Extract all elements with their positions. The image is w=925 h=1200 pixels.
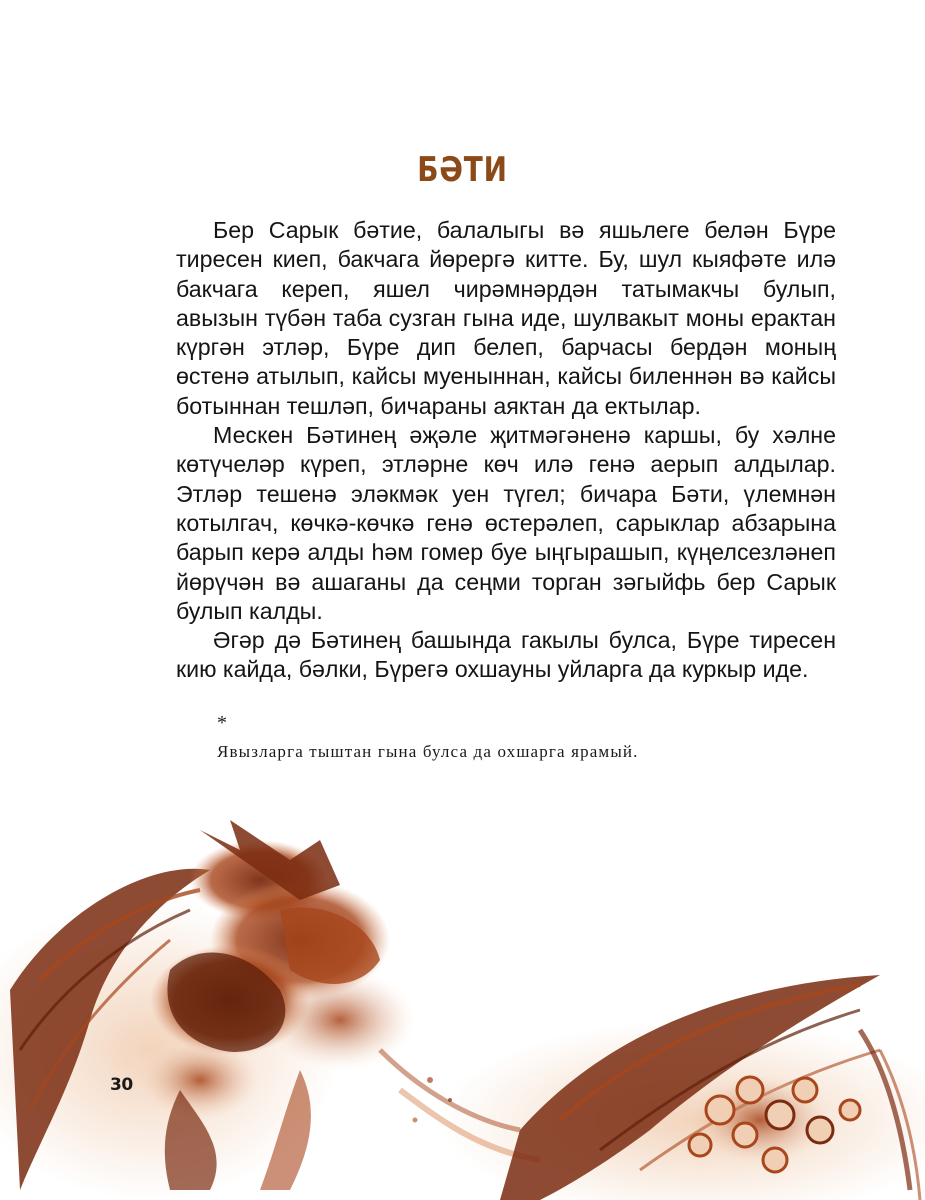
asterisk-divider: * — [217, 712, 227, 734]
moral-line: Явызларга тыштан гына булса да охшарга ярамый. — [217, 742, 639, 761]
page-number: 30 — [110, 1075, 133, 1095]
story-paragraph-2: Мескен Бәтинең әҗәле җитмәгәненә каршы, бу хәлне көтүчеләр күреп, этләрне көч илә генә аерып алдылар. Этләр тешенә эләкмәк уен түгел; бичара Бәти, үлемнән котылгач, көчкә-көчкә генә өстерәлеп, сарыклар абзарына барып керә алды һәм гомер буе ыңгырашып, күңелсезләнеп йөрүчән вә ашаганы да сеңми торган зәгыйфь бер Сарык булып калды. — [176, 422, 836, 624]
watercolor-illustration — [0, 790, 925, 1200]
story-body — [176, 216, 836, 685]
story-paragraph-3: Әгәр дә Бәтинең башында гакылы булса, Бүре тиресен кию кайда, бәлки, Бүрегә охшауны уйларга да куркыр иде. — [176, 627, 836, 683]
story-paragraph-1: Бер Сарык бәтие, балалыгы вә яшьлеге белән Бүре тиресен киеп, бакчага йөрергә китте. Бу, шул кыяфәте илә бакчага кереп, яшел чирәмнәрдән татымакчы булып, авызын түбән таба сузган гына иде, шулвакыт моны ерактан күргән этләр, Бүре дип белеп, барчасы бердән моның өстенә атылып, кайсы муеныннан, кайсы биленнән вә кайсы ботыннан тешләп, бичараны аяктан да ектылар. — [176, 217, 836, 419]
page-title: БӘТИ — [417, 150, 508, 190]
